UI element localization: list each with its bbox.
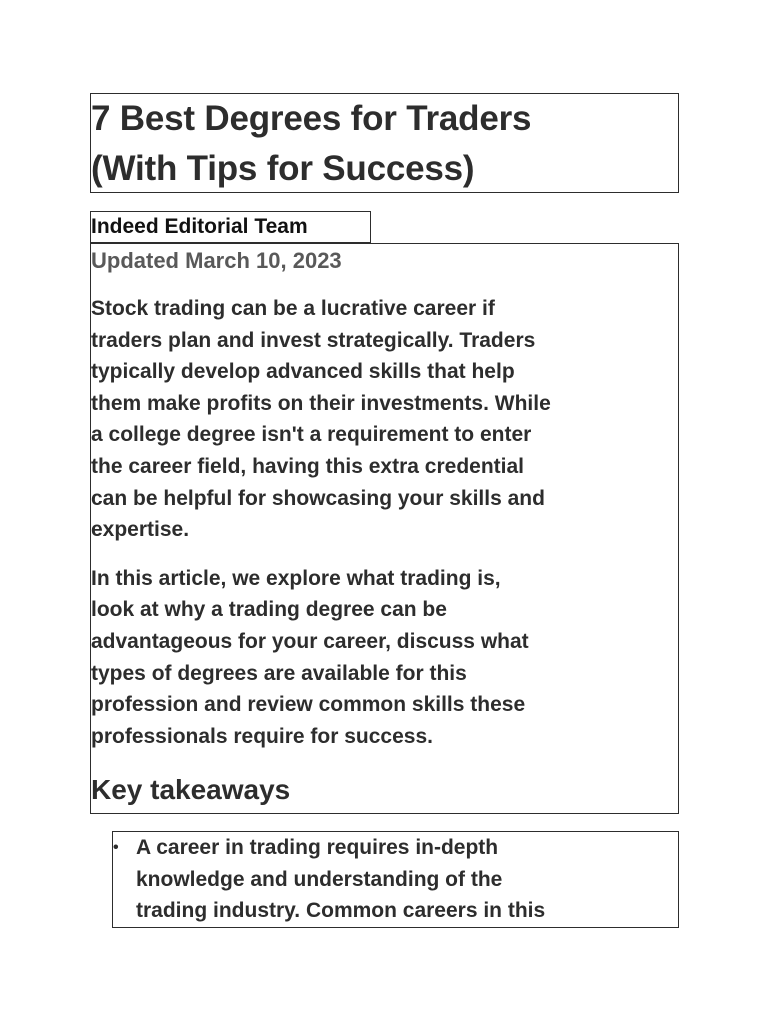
list-item-line: A career in trading requires in-depth: [136, 836, 499, 859]
article-body: [90, 243, 679, 814]
key-takeaways-list: [113, 832, 678, 927]
intro-paragraph: [91, 293, 678, 546]
paragraph-line: look at why a trading degree can be: [91, 598, 447, 622]
paragraph-line: them make profits on their investments. While: [91, 391, 551, 415]
paragraph-line: expertise.: [91, 518, 190, 542]
paragraph-line: traders plan and invest strategically. Traders: [91, 328, 536, 352]
bullet-icon: •: [113, 839, 119, 856]
paragraph-line: typically develop advanced skills that help: [91, 360, 515, 384]
paragraph-line: can be helpful for showcasing your skills and: [91, 486, 545, 510]
paragraph-line: types of degrees are available for this: [91, 661, 467, 685]
paragraph-line: a college degree isn't a requirement to enter: [91, 423, 532, 447]
paragraph-line: profession and review common skills these: [91, 693, 526, 717]
paragraph-line: the career field, having this extra credential: [91, 454, 524, 478]
article-title: [91, 94, 678, 194]
key-takeaways-list-box: [112, 831, 679, 928]
overview-paragraph: [91, 563, 678, 753]
list-item-line: knowledge and understanding of the: [136, 867, 503, 891]
author-box: [90, 211, 371, 243]
paragraph-line: In this article, we explore what trading is,: [91, 566, 501, 590]
title-line: 7 Best Degrees for Traders: [91, 99, 532, 138]
updated-date: Updated March 10, 2023: [91, 248, 342, 273]
title-line: (With Tips for Success): [91, 149, 475, 188]
list-item: [113, 832, 678, 927]
title-box: [90, 93, 679, 193]
paragraph-line: advantageous for your career, discuss what: [91, 629, 529, 653]
author-name: Indeed Editorial Team: [91, 215, 308, 238]
key-takeaways-heading: Key takeaways: [91, 774, 291, 806]
paragraph-line: Stock trading can be a lucrative career if: [91, 297, 495, 320]
paragraph-line: professionals require for success.: [91, 724, 433, 748]
list-item-line: trading industry. Common careers in this: [136, 899, 546, 923]
